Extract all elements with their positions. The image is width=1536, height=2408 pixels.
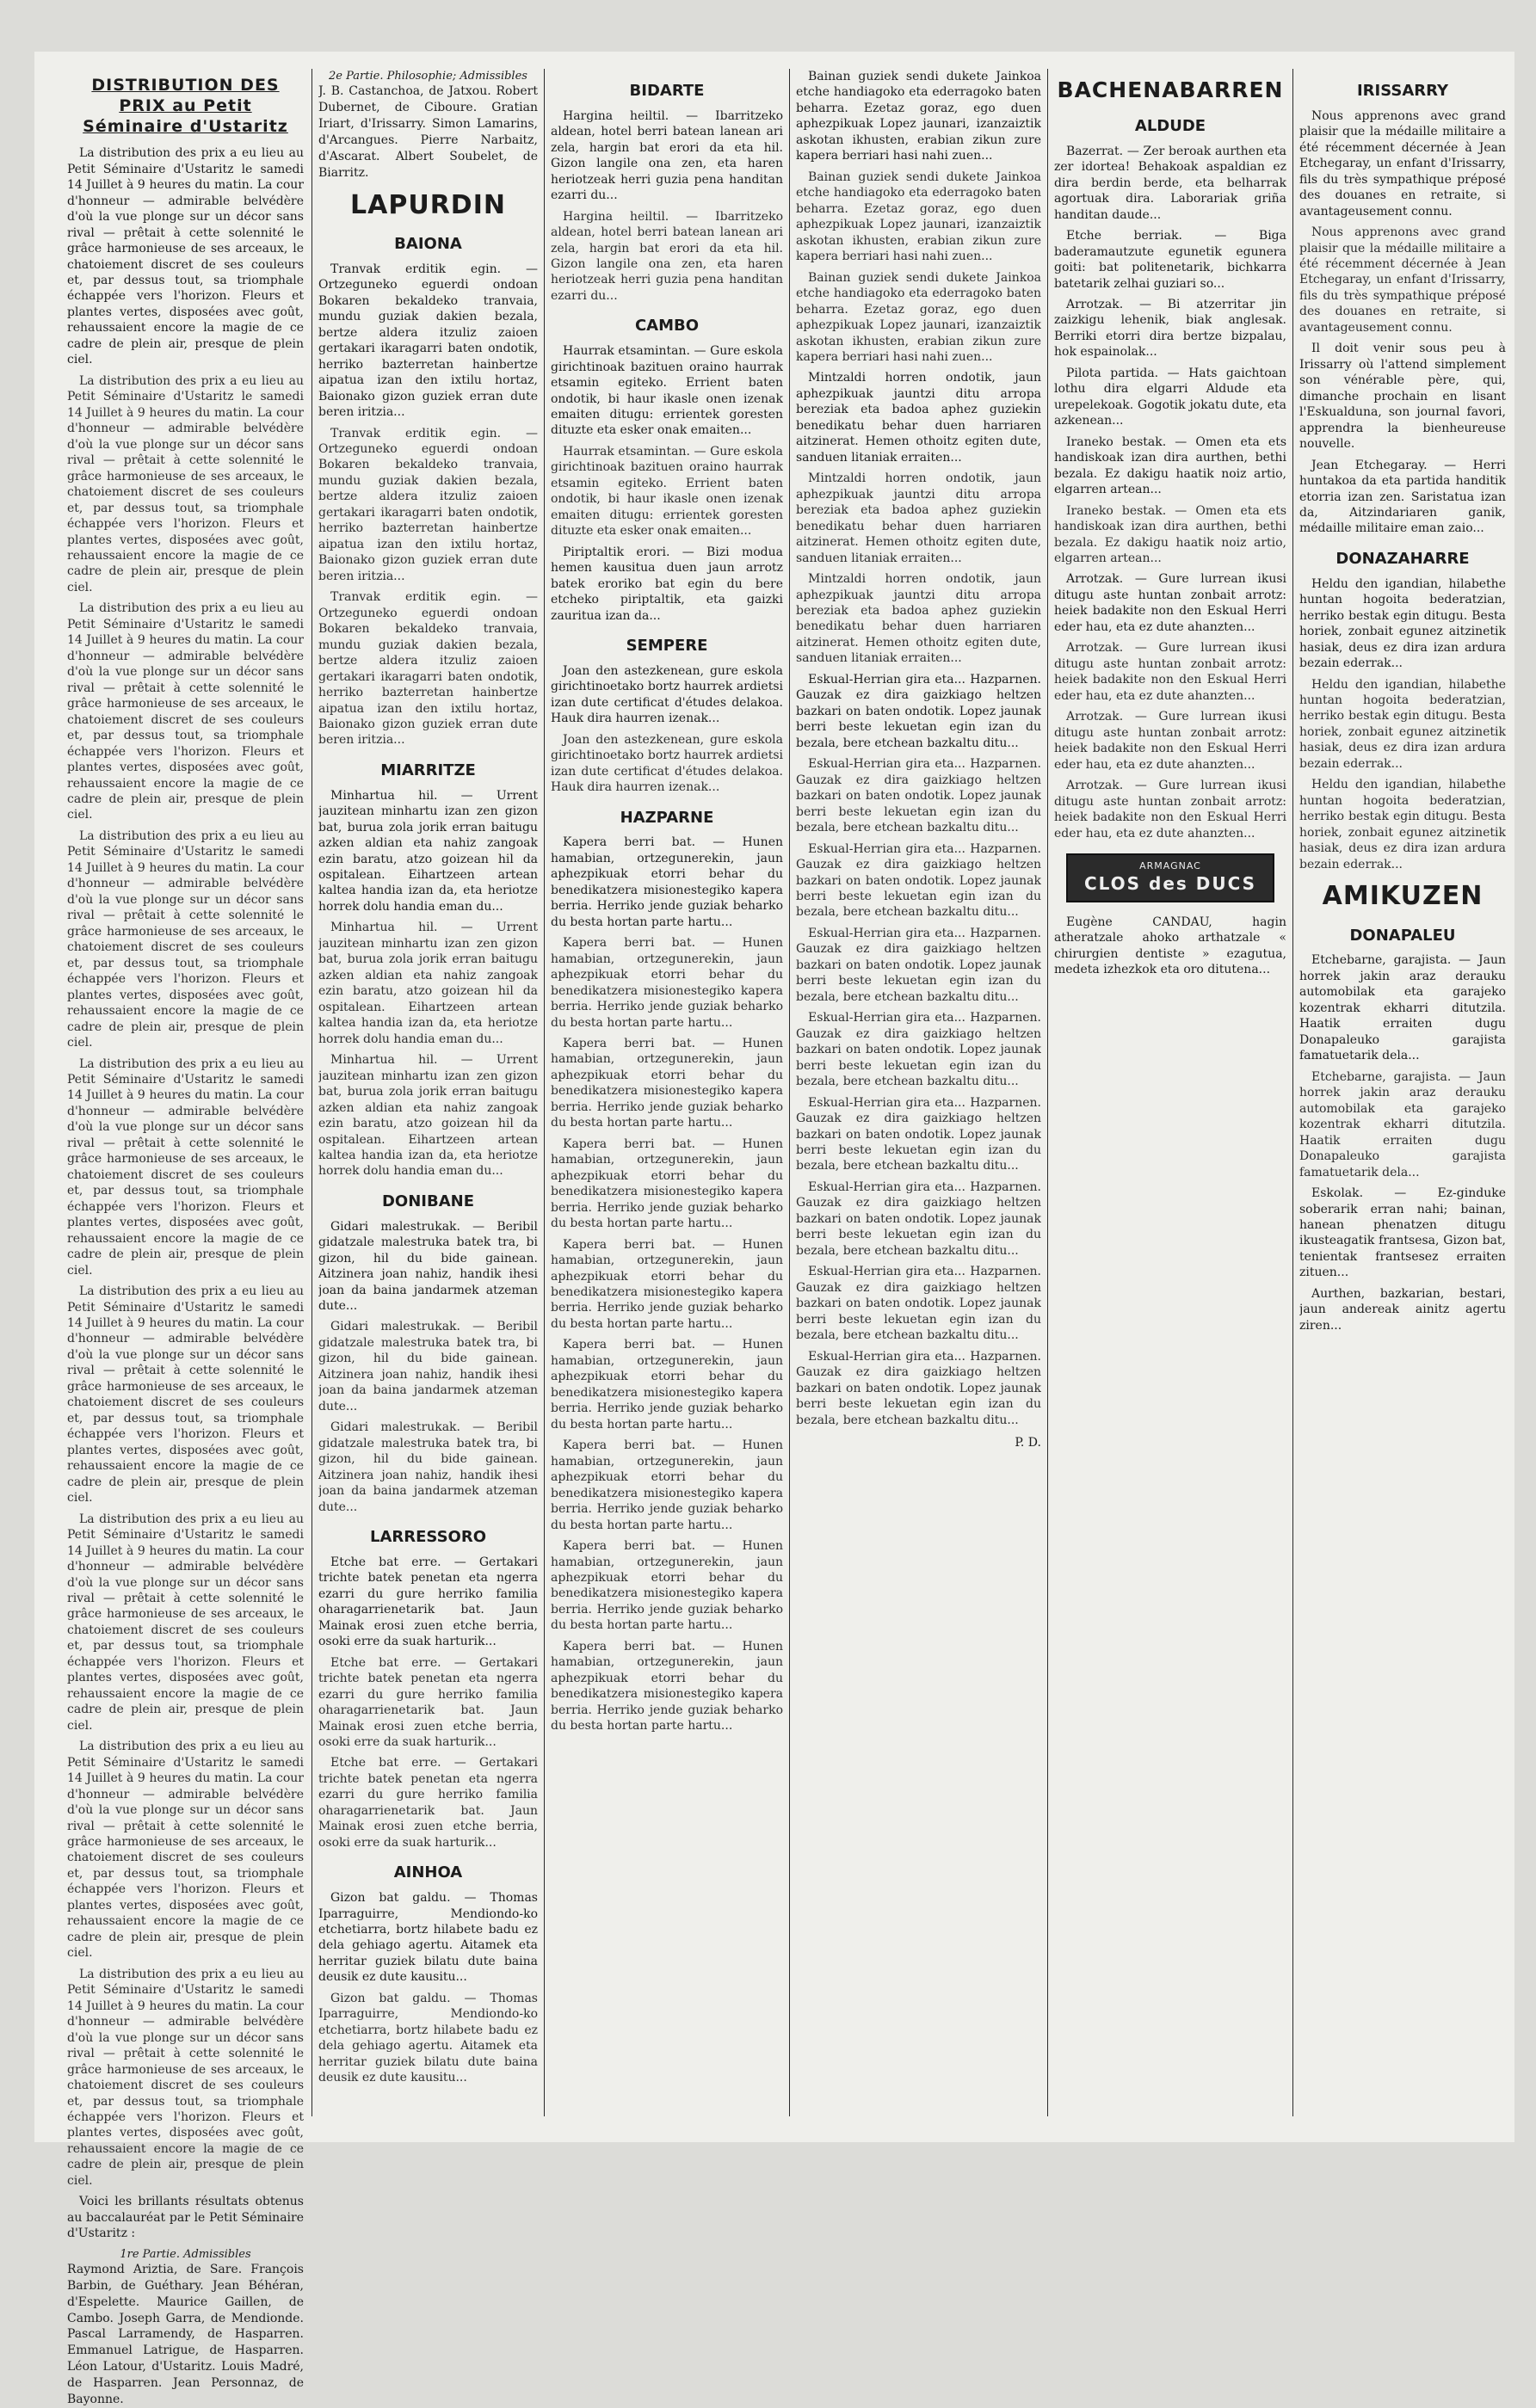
hazparne-cont-2: Bainan guziek sendi dukete Jainkoa etche handiagoko eta ederragoko baten beharra. Ezetaz goraz, ego duen aphezpikuak Lopez jaunari, izanzaiztik askotan ikhusten, erabian zikun zure kapera berriari hasi nahi zuen... (796, 169, 1041, 264)
lapurdin-title: LAPURDIN (350, 189, 506, 220)
aldude-article-2: Etche berriak. — Biga baderamautzute egunetik egunera goiti: bat politenetarik, bichkarra batetarik zelhai guziari so... (1054, 229, 1286, 291)
ainhoa-heading: AINHOA (393, 1863, 463, 1882)
bidarte-article-2: Hargina heiltil. — Ibarritzeko aldean, hotel berri batean lanean ari zela, hargin bat erori da eta hil. Gizon langile ona zen, eta haren heriotzeak herri guzia pena handitan ezarri du... (551, 209, 783, 303)
hazparne-cont-3: Bainan guziek sendi dukete Jainkoa etche handiagoko eta ederragoko baten beharra. Ezetaz goraz, ego duen aphezpikuak Lopez jaunari, izanzaiztik askotan ikhusten, erabian zikun zure kapera berriari hasi nahi zuen... (796, 270, 1041, 364)
col5-article-4: Arrotzak. — Gure lurrean ikusi ditugu aste huntan zonbait arrotz: heiek badakite non den Eskual Herri eder hau, eta ez dute ahanzten... (1054, 779, 1286, 841)
baiona-article: Tranvak erditik egin. — Ortzeguneko eguerdi ondoan Bokaren bekaldeko tranvaia, mundu guziak dakien bezala, bertze aldera itzuliz zaioen gertakari ikaragarri baten ondotik, herriko bazterretan hainbertze aipatua izan den ixtilu hortaz, Baionako gizon guziek erran dute beren iritzia... (318, 262, 538, 420)
distribution-body-4: La distribution des prix a eu lieu au Petit Séminaire d'Ustaritz le samedi 14 Juillet à 9 heures du matin. La cour d'honneur — admirable belvédère d'où la vue plonge sur un décor sans rival — prêtait à cette solennité le grâce harmonieuse de ses arceaux, le chatoiement discret de ses couleurs et, par dessus tout, sa triomphale échappée vers l'horizon. Fleurs et plantes vertes, disposées avec goût, rehaussaient encore la magie de ce cadre de plein air, presque de plein ciel. (67, 1056, 304, 1278)
baiona-article-2: Tranvak erditik egin. — Ortzeguneko eguerdi ondoan Bokaren bekaldeko tranvaia, mundu guziak dakien bezala, bertze aldera itzuliz zaioen gertakari ikaragarri baten ondotik, herriko bazterretan hainbertze aipatua izan den ixtilu hortaz, Baionako gizon guziek erran dute beren iritzia... (318, 426, 538, 583)
hazparne-article: Kapera berri bat. — Hunen hamabian, ortzegunerekin, jaun aphezpikuak etorri behar du benedikatzera misionestegiko kapera berria. Herriko jende guziak beharko du besta hortan parte hartu... (551, 835, 783, 929)
hazparne-cont-9: Eskual-Herrian gira eta... Hazparnen. Gauzak ez dira gaizkiago heltzen bazkari on baten ondotik. Lopez jaunak berri beste lekuetan egin izan du bezala, bere etchean bazkaltu ditu... (796, 841, 1041, 920)
admissibles-heading: 1re Partie. Admissibles (120, 2247, 251, 2261)
bidarte-heading: BIDARTE (629, 82, 705, 100)
cambo-article-2: Haurrak etsamintan. — Gure eskola girichtinoak bazituen oraino haurrak etsamin egiteko. Errient baten ondotik, bi haur ikasle onen izenak emaiten ditugu: errientek goresten dituzte eta esker onak emaiten... (551, 444, 783, 539)
column-3 (551, 69, 783, 1740)
distribution-title: DISTRIBUTION DES PRIX au Petit Séminaire d'Ustaritz (83, 76, 288, 136)
col5-article-3: Arrotzak. — Gure lurrean ikusi ditugu aste huntan zonbait arrotz: heiek badakite non den Eskual Herri eder hau, eta ez dute ahanzten... (1054, 710, 1286, 772)
philo-heading: 2e Partie. Philosophie; Admissibles (329, 70, 527, 83)
donazaharre-article-3: Heldu den igandian, hilabethe huntan hogoita bederatzian, herriko bestak egin ditugu. Besta horiek, zonbait egunez aitzinetik hasiak, deus ez dira izan ardura bezain ederrak... (1299, 778, 1506, 871)
donazaharre-heading: DONAZAHARRE (1336, 549, 1470, 568)
hazparne-cont-1: Bainan guziek sendi dukete Jainkoa etche handiagoko eta ederragoko baten beharra. Ezetaz goraz, ego duen aphezpikuak Lopez jaunari, izanzaiztik askotan ikhusten, erabian zikun zure kapera berriari hasi nahi zuen... (796, 70, 1041, 163)
distribution-body: La distribution des prix a eu lieu au Petit Séminaire d'Ustaritz le samedi 14 Juillet à 9 heures du matin. La cour d'honneur — admirable belvédère d'où la vue plonge sur un décor sans rival — prêtait à cette solennité le grâce harmonieuse de ses arceaux, le chatoiement discret de ses couleurs et, par dessus tout, sa triomphale échappée vers l'horizon. Fleurs et plantes vertes, disposées avec goût, rehaussaient encore la magie de ce cadre de plein air, presque de plein ciel. (67, 373, 304, 594)
column-4 (796, 69, 1041, 1450)
aldude-heading: ALDUDE (1134, 117, 1206, 135)
hazparne-article-2: Kapera berri bat. — Hunen hamabian, ortzegunerekin, jaun aphezpikuak etorri behar du benedikatzera misionestegiko kapera berria. Herriko jende guziak beharko du besta hortan parte hartu... (551, 936, 783, 1030)
larressoro-article-2: Etche bat erre. — Gertakari trichte batek penetan eta ngerra ezarri du gure herriko familia oharagarrienetarik bat. Jaun Mainak erosi zuen etche berria, osoki erre da suak harturik... (318, 1655, 538, 1749)
donibane-article: Gidari malestrukak. — Beribil gidatzale malestruka batek tra, bi gizon, hil du bide gainean. Aitzinera joan nahiz, handik ihesi joan da baina jandarmek atzeman dute... (318, 1219, 538, 1313)
hazparne-heading: HAZPARNE (620, 808, 714, 827)
ainhoa-article: Gizon bat galdu. — Thomas Iparraguirre, Mendiondo-ko etchetiarra, bortz hilabete badu ez dela gehiago agertu. Aitamek eta herritar guziek bilatu dute baina deusik ez dute kausitu... (318, 1891, 538, 1985)
bidarte-article: Hargina heiltil. — Ibarritzeko aldean, hotel berri batean lanean ari zela, hargin bat erori da eta hil. Gizon langile ona zen, eta haren heriotzeak herri guzia pena handitan ezarri du... (551, 108, 783, 203)
column-rule (1292, 69, 1293, 2116)
aldude-article-3: Arrotzak. — Bi atzerritar jin zaizkigu lehenik, biak anglesak. Berriki etorri dira bertze bizpalau, hok espainolak... (1054, 297, 1286, 360)
hazparne-cont-13: Eskual-Herrian gira eta... Hazparnen. Gauzak ez dira gaizkiago heltzen bazkari on baten ondotik. Lopez jaunak berri beste lekuetan egin izan du bezala, bere etchean bazkaltu ditu... (796, 1179, 1041, 1258)
donapaleu-article-2: Etchebarne, garajista. — Jaun horrek jakin araz derauku automobilak eta garajeko kozentrak ekharri ditutzila. Haatik erraiten dugu Donapaleuko garajista famatuetarik dela... (1299, 1069, 1506, 1179)
baiona-heading: BAIONA (394, 235, 462, 254)
admissibles-list: Raymond Ariztia, de Sare. François Barbin, de Guéthary. Jean Béhéran, d'Espelette. Maurice Gaillen, de Cambo. Joseph Garra, de Mendionde. Pascal Larramendy, de Hasparren. Emmanuel Latrigue, de Hasparren. Léon Latour, d'Ustaritz. Louis Madré, de Hasparren. Jean Personnaz, de Bayonne. (67, 2262, 304, 2406)
aldude-article-5: Iraneko bestak. — Omen eta ets handiskoak izan dira aurthen, bethi bezala. Ez dakigu haatik noiz artio, elgarren artean... (1054, 434, 1286, 497)
column-rule (789, 69, 790, 2116)
miarritze-article-2: Minhartua hil. — Urrent jauzitean minhartu izan zen gizon bat, burua zola jorik erran baitugu azken aldian eta nahiz zangoak ezin baratu, atzo goizean hil da ospitalean. Eihartzeen artean kaltea handia izan da, eta heriotze horrek dolu handia eman du... (318, 921, 538, 1046)
irissarry-article-2: Nous apprenons avec grand plaisir que la médaille militaire a été récemment décernée à Jean Etchegaray, un enfant d'Irissarry, fils du très sympathique préposé des douanes en retraite, si avantageusement connu. (1299, 225, 1506, 335)
hazparne-cont-7: Eskual-Herrian gira eta... Hazparnen. Gauzak ez dira gaizkiago heltzen bazkari on baten ondotik. Lopez jaunak berri beste lekuetan egin izan du bezala, bere etchean bazkaltu ditu... (796, 672, 1041, 750)
amikuzen-title: AMIKUZEN (1322, 881, 1484, 912)
cambo-article: Haurrak etsamintan. — Gure eskola girichtinoak bazituen oraino haurrak etsamin egiteko. Errient baten ondotik, bi haur ikasle onen izenak emaiten ditugu: errientek goresten dituzte eta esker onak emaiten... (551, 344, 783, 438)
larressoro-article: Etche bat erre. — Gertakari trichte batek penetan eta ngerra ezarri du gure herriko familia oharagarrienetarik bat. Jaun Mainak erosi zuen etche berria, osoki erre da suak harturik... (318, 1555, 538, 1649)
aldude-article-6: Iraneko bestak. — Omen eta ets handiskoak izan dira aurthen, bethi bezala. Ez dakigu haatik noiz artio, elgarren artean... (1054, 503, 1286, 565)
hazparne-cont-5: Mintzaldi horren ondotik, jaun aphezpikuak jauntzi ditu arropa bereziak eta badoa aphez guziekin benedikatu behar duen harriaren aitzinerat. Hemen othoitz egiten dute, sanduen litaniak erraiten... (796, 471, 1041, 565)
distribution-body-6: La distribution des prix a eu lieu au Petit Séminaire d'Ustaritz le samedi 14 Juillet à 9 heures du matin. La cour d'honneur — admirable belvédère d'où la vue plonge sur un décor sans rival — prêtait à cette solennité le grâce harmonieuse de ses arceaux, le chatoiement discret de ses couleurs et, par dessus tout, sa triomphale échappée vers l'horizon. Fleurs et plantes vertes, disposées avec goût, rehaussaient encore la magie de ce cadre de plein air, presque de plein ciel. (67, 1512, 304, 1733)
donapaleu-article-3: Eskolak. — Ez-ginduke soberarik erran nahi; bainan, hanean phenatzen ditugu ikusteagatik frantsesa, Gizon bat, tenientak frantsesez erraiten zituen... (1299, 1186, 1506, 1280)
miarritze-article: Minhartua hil. — Urrent jauzitean minhartu izan zen gizon bat, burua zola jorik erran baitugu azken aldian eta nahiz zangoak ezin baratu, atzo goizean hil da ospitalean. Eihartzeen artean kaltea handia izan da, eta heriotze horrek dolu handia eman du... (318, 788, 538, 914)
hazparne-article-6: Kapera berri bat. — Hunen hamabian, ortzegunerekin, jaun aphezpikuak etorri behar du benedikatzera misionestegiko kapera berria. Herriko jende guziak beharko du besta hortan parte hartu... (551, 1338, 783, 1432)
donazaharre-article-2: Heldu den igandian, hilabethe huntan hogoita bederatzian, herriko bestak egin ditugu. Besta horiek, zonbait egunez aitzinetik hasiak, deus ez dira izan ardura bezain ederrak... (1299, 677, 1506, 771)
baiona-article-3: Tranvak erditik egin. — Ortzeguneko eguerdi ondoan Bokaren bekaldeko tranvaia, mundu guziak dakien bezala, bertze aldera itzuliz zaioen gertakari ikaragarri baten ondotik, herriko bazterretan hainbertze aipatua izan den ixtilu hortaz, Baionako gizon guziek erran dute beren iritzia... (318, 590, 538, 748)
sempere-article-2: Joan den astezkenean, gure eskola girichtinoetako bortz haurrek ardietsi izan dute certificat d'études delakoa. Hauk dira haurren izenak... (551, 732, 783, 795)
hazparne-article-5: Kapera berri bat. — Hunen hamabian, ortzegunerekin, jaun aphezpikuak etorri behar du benedikatzera misionestegiko kapera berria. Herriko jende guziak beharko du besta hortan parte hartu... (551, 1237, 783, 1331)
donapaleu-article-4: Aurthen, bazkarian, bestari, jaun andereak ainitz agertu ziren... (1299, 1286, 1506, 1333)
distribution-body-8: La distribution des prix a eu lieu au Petit Séminaire d'Ustaritz le samedi 14 Juillet à 9 heures du matin. La cour d'honneur — admirable belvédère d'où la vue plonge sur un décor sans rival — prêtait à cette solennité le grâce harmonieuse de ses arceaux, le chatoiement discret de ses couleurs et, par dessus tout, sa triomphale échappée vers l'horizon. Fleurs et plantes vertes, disposées avec goût, rehaussaient encore la magie de ce cadre de plein air, presque de plein ciel. (67, 1967, 304, 2188)
col5-article: Arrotzak. — Gure lurrean ikusi ditugu aste huntan zonbait arrotz: heiek badakite non den Eskual Herri eder hau, eta ez dute ahanzten... (1054, 572, 1286, 634)
donapaleu-article: Etchebarne, garajista. — Jaun horrek jakin araz derauku automobilak eta garajeko kozentrak ekharri ditutzila. Haatik erraiten dugu Donapaleuko garajista famatuetarik dela... (1299, 953, 1506, 1063)
distribution-body-2: La distribution des prix a eu lieu au Petit Séminaire d'Ustaritz le samedi 14 Juillet à 9 heures du matin. La cour d'honneur — admirable belvédère d'où la vue plonge sur un décor sans rival — prêtait à cette solennité le grâce harmonieuse de ses arceaux, le chatoiement discret de ses couleurs et, par dessus tout, sa triomphale échappée vers l'horizon. Fleurs et plantes vertes, disposées avec goût, rehaussaient encore la magie de ce cadre de plein air, presque de plein ciel. (67, 601, 304, 822)
column-6 (1299, 69, 1506, 1339)
donibane-article-3: Gidari malestrukak. — Beribil gidatzale malestruka batek tra, bi gizon, hil du bide gainean. Aitzinera joan nahiz, handik ihesi joan da baina jandarmek atzeman dute... (318, 1420, 538, 1514)
column-rule (1047, 69, 1048, 2116)
larressoro-article-3: Etche bat erre. — Gertakari trichte batek penetan eta ngerra ezarri du gure herriko familia oharagarrienetarik bat. Jaun Mainak erosi zuen etche berria, osoki erre da suak harturik... (318, 1756, 538, 1850)
newspaper-page (34, 52, 1514, 2406)
col5-article-2: Arrotzak. — Gure lurrean ikusi ditugu aste huntan zonbait arrotz: heiek badakite non den Eskual Herri eder hau, eta ez dute ahanzten... (1054, 641, 1286, 703)
hazparne-article-9: Kapera berri bat. — Hunen hamabian, ortzegunerekin, jaun aphezpikuak etorri behar du benedikatzera misionestegiko kapera berria. Herriko jende guziak beharko du besta hortan parte hartu... (551, 1639, 783, 1734)
distribution-intro: La distribution des prix a eu lieu au Petit Séminaire d'Ustaritz le samedi 14 Juillet à 9 heures du matin. La cour d'honneur — admirable belvédère d'où la vue plonge sur un décor sans rival — prêtait à cette solennité le grâce harmonieuse de ses arceaux, le chatoiement discret de ses couleurs et, par dessus tout, sa triomphale échappée vers l'horizon. Fleurs et plantes vertes, disposées avec goût, rehaussaient encore la magie de ce cadre de plein air, presque de plein ciel. (67, 146, 304, 367)
aldude-article: Bazerrat. — Zer beroak aurthen eta zer idortea! Behakoak aspaldian ez dira berdin berde, eta belharrak agortuak dira. Laborariak griña handitan daude... (1054, 144, 1286, 222)
hazparne-cont-8: Eskual-Herrian gira eta... Hazparnen. Gauzak ez dira gaizkiago heltzen bazkari on baten ondotik. Lopez jaunak berri beste lekuetan egin izan du bezala, bere etchean bazkaltu ditu... (796, 757, 1041, 835)
cambo-article-3: Piriptaltik erori. — Bizi modua hemen kausitua duen jaun arrotz batek eroriko bat egin du bere etcheko piriptaltik, eta gaizki zauritua izan da... (551, 545, 783, 623)
ad-line-2: CLOS des DUCS (1083, 873, 1257, 895)
distribution-body-5: La distribution des prix a eu lieu au Petit Séminaire d'Ustaritz le samedi 14 Juillet à 9 heures du matin. La cour d'honneur — admirable belvédère d'où la vue plonge sur un décor sans rival — prêtait à cette solennité le grâce harmonieuse de ses arceaux, le chatoiement discret de ses couleurs et, par dessus tout, sa triomphale échappée vers l'horizon. Fleurs et plantes vertes, disposées avec goût, rehaussaient encore la magie de ce cadre de plein air, presque de plein ciel. (67, 1284, 304, 1506)
distribution-results: Voici les brillants résultats obtenus au baccalauréat par le Petit Séminaire d'Ustaritz : (67, 2195, 304, 2241)
hazparne-cont-4: Mintzaldi horren ondotik, jaun aphezpikuak jauntzi ditu arropa bereziak eta badoa aphez guziekin benedikatu behar duen harriaren aitzinerat. Hemen othoitz egiten dute, sanduen litaniak erraiten... (796, 371, 1041, 465)
hazparne-cont-10: Eskual-Herrian gira eta... Hazparnen. Gauzak ez dira gaizkiago heltzen bazkari on baten ondotik. Lopez jaunak berri beste lekuetan egin izan du bezala, bere etchean bazkaltu ditu... (796, 926, 1041, 1004)
donapaleu-heading: DONAPALEU (1349, 926, 1456, 945)
larressoro-heading: LARRESSORO (370, 1528, 486, 1547)
armagnac-advertisement (1066, 853, 1274, 902)
irissarry-article-4: Jean Etchegaray. — Herri huntakoa da eta partida handitik etorria izan zen. Saristatua izan da, Aitzindariaren ganik, médaille militaire eman zaio... (1299, 458, 1506, 536)
hazparne-article-7: Kapera berri bat. — Hunen hamabian, ortzegunerekin, jaun aphezpikuak etorri behar du benedikatzera misionestegiko kapera berria. Herriko jende guziak beharko du besta hortan parte hartu... (551, 1438, 783, 1532)
hazparne-cont-11: Eskual-Herrian gira eta... Hazparnen. Gauzak ez dira gaizkiago heltzen bazkari on baten ondotik. Lopez jaunak berri beste lekuetan egin izan du bezala, bere etchean bazkaltu ditu... (796, 1011, 1041, 1089)
sempere-heading: SEMPERE (626, 637, 708, 656)
philo-list: J. B. Castanchoa, de Jatxou. Robert Dubernet, de Ciboure. Gratian Iriart, d'Irissarry. Simon Lamarins, d'Arcangues. Pierre Narbaitz, d'Ascarat. Albert Soubelet, de Biarritz. (318, 84, 538, 180)
hazparne-article-8: Kapera berri bat. — Hunen hamabian, ortzegunerekin, jaun aphezpikuak etorri behar du benedikatzera misionestegiko kapera berria. Herriko jende guziak beharko du besta hortan parte hartu... (551, 1539, 783, 1633)
miarritze-heading: MIARRITZE (380, 761, 476, 779)
cambo-heading: CAMBO (634, 317, 700, 336)
hazparne-cont-15: Eskual-Herrian gira eta... Hazparnen. Gauzak ez dira gaizkiago heltzen bazkari on baten ondotik. Lopez jaunak berri beste lekuetan egin izan du bezala, bere etchean bazkaltu ditu... (796, 1349, 1041, 1427)
hazparne-cont-14: Eskual-Herrian gira eta... Hazparnen. Gauzak ez dira gaizkiago heltzen bazkari on baten ondotik. Lopez jaunak berri beste lekuetan egin izan du bezala, bere etchean bazkaltu ditu... (796, 1265, 1041, 1343)
ad-line-1: ARMAGNAC (1139, 859, 1201, 871)
irissarry-article: Nous apprenons avec grand plaisir que la médaille militaire a été récemment décernée à Jean Etchegaray, un enfant d'Irissarry, fils du très sympathique préposé des douanes en retraite, si avantageusement connu. (1299, 108, 1506, 219)
ainhoa-article-2: Gizon bat galdu. — Thomas Iparraguirre, Mendiondo-ko etchetiarra, bortz hilabete badu ez dela gehiago agertu. Aitamek eta herritar guziek bilatu dute baina deusik ez dute kausitu... (318, 1991, 538, 2085)
column-1 (67, 69, 304, 2408)
distribution-body-3: La distribution des prix a eu lieu au Petit Séminaire d'Ustaritz le samedi 14 Juillet à 9 heures du matin. La cour d'honneur — admirable belvédère d'où la vue plonge sur un décor sans rival — prêtait à cette solennité le grâce harmonieuse de ses arceaux, le chatoiement discret de ses couleurs et, par dessus tout, sa triomphale échappée vers l'horizon. Fleurs et plantes vertes, disposées avec goût, rehaussaient encore la magie de ce cadre de plein air, presque de plein ciel. (67, 828, 304, 1050)
donazaharre-article: Heldu den igandian, hilabethe huntan hogoita bederatzian, herriko bestak egin ditugu. Besta horiek, zonbait egunez aitzinetik hasiak, deus ez dira izan ardura bezain ederrak... (1299, 576, 1506, 671)
hazparne-cont-6: Mintzaldi horren ondotik, jaun aphezpikuak jauntzi ditu arropa bereziak eta badoa aphez guziekin benedikatu behar duen harriaren aitzinerat. Hemen othoitz egiten dute, sanduen litaniak erraiten... (796, 572, 1041, 666)
hazparne-article-3: Kapera berri bat. — Hunen hamabian, ortzegunerekin, jaun aphezpikuak etorri behar du benedikatzera misionestegiko kapera berria. Herriko jende guziak beharko du besta hortan parte hartu... (551, 1036, 783, 1130)
sempere-article: Joan den astezkenean, gure eskola girichtinoetako bortz haurrek ardietsi izan dute certificat d'études delakoa. Hauk dira haurren izenak... (551, 663, 783, 726)
column-2 (318, 69, 538, 2091)
signature: P. D. (1015, 1435, 1041, 1450)
bachenabarren-title: BACHENABARREN (1057, 77, 1284, 102)
hazparne-article-4: Kapera berri bat. — Hunen hamabian, ortzegunerekin, jaun aphezpikuak etorri behar du benedikatzera misionestegiko kapera berria. Herriko jende guziak beharko du besta hortan parte hartu... (551, 1136, 783, 1231)
column-rule (544, 69, 545, 2116)
distribution-body-7: La distribution des prix a eu lieu au Petit Séminaire d'Ustaritz le samedi 14 Juillet à 9 heures du matin. La cour d'honneur — admirable belvédère d'où la vue plonge sur un décor sans rival — prêtait à cette solennité le grâce harmonieuse de ses arceaux, le chatoiement discret de ses couleurs et, par dessus tout, sa triomphale échappée vers l'horizon. Fleurs et plantes vertes, disposées avec goût, rehaussaient encore la magie de ce cadre de plein air, presque de plein ciel. (67, 1740, 304, 1961)
irissarry-heading: IRISSARRY (1356, 82, 1449, 100)
aldude-article-4: Pilota partida. — Hats gaichtoan lothu dira elgarri Aldude eta urepelekoak. Gogotik jokatu dute, eta azkenean... (1054, 366, 1286, 428)
miarritze-article-3: Minhartua hil. — Urrent jauzitean minhartu izan zen gizon bat, burua zola jorik erran baitugu azken aldian eta nahiz zangoak ezin baratu, atzo goizean hil da ospitalean. Eihartzeen artean kaltea handia izan da, eta heriotze horrek dolu handia eman du... (318, 1053, 538, 1179)
dentist-notice: Eugène CANDAU, hagin atheratzale ahoko arthatzale « chirurgien dentiste » ezagutua, medeta izhezkok eta oro ditutena... (1054, 915, 1286, 977)
donibane-heading: DONIBANE (381, 1192, 474, 1210)
column-5 (1054, 69, 1286, 983)
irissarry-article-3: Il doit venir sous peu à Irissarry où l'attend simplement son vénérable père, qui, dimanche prochain en lisant l'Eskualduna, son journal favori, apprendra la bienheureuse nouvelle. (1299, 342, 1506, 452)
hazparne-cont-12: Eskual-Herrian gira eta... Hazparnen. Gauzak ez dira gaizkiago heltzen bazkari on baten ondotik. Lopez jaunak berri beste lekuetan egin izan du bezala, bere etchean bazkaltu ditu... (796, 1095, 1041, 1173)
donibane-article-2: Gidari malestrukak. — Beribil gidatzale malestruka batek tra, bi gizon, hil du bide gainean. Aitzinera joan nahiz, handik ihesi joan da baina jandarmek atzeman dute... (318, 1320, 538, 1413)
